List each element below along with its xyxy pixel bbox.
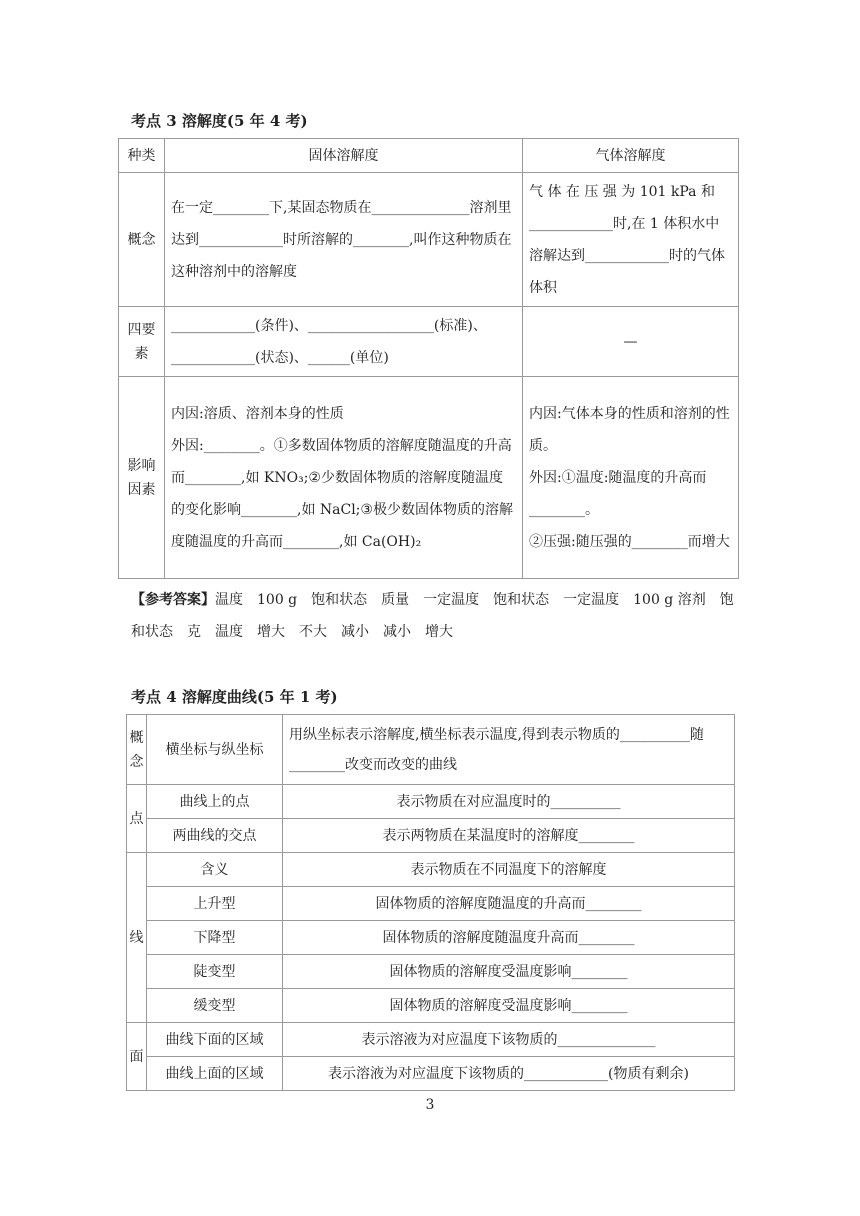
answer-key <box>131 584 741 648</box>
section4-heading: 考点 4 溶解度曲线(5 年 1 考) <box>131 688 338 706</box>
factors-row <box>119 377 739 579</box>
factors-solid: 内因:溶质、溶剂本身的性质 外因:________。①多数固体物质的溶解度随温度的升高而________,如 KNO₃;②少数固体物质的溶解度随温度的变化影响________,如 NaCl;③极少数固体物质的溶解度随温度的升高而________,如 Ca(OH)₂ <box>165 377 523 579</box>
solubility-table <box>118 138 739 579</box>
header-solid: 固体溶解度 <box>165 139 523 173</box>
line-row-3 <box>127 921 735 955</box>
area-label-1: 曲线下面的区域 <box>147 1023 283 1057</box>
elements-label <box>119 307 165 377</box>
header-gas: 气体溶解度 <box>523 139 739 173</box>
answer-text: 温度 100 g 饱和状态 质量 一定温度 饱和状态 一定温度 100 g 溶剂 饱和状态 克 温度 增大 不大 减小 减小 增大 <box>131 592 734 640</box>
line-row-5 <box>127 989 735 1023</box>
point-label-2: 两曲线的交点 <box>147 819 283 853</box>
group-concept-text: 概念 <box>129 729 144 770</box>
curve-concept-row <box>127 715 735 785</box>
area-label-2: 曲线上面的区域 <box>147 1057 283 1091</box>
factors-label-text: 影响因素 <box>127 457 156 498</box>
line-desc-5: 固体物质的溶解度受温度影响________ <box>283 989 735 1023</box>
point-desc-2: 表示两物质在某温度时的溶解度________ <box>283 819 735 853</box>
line-desc-1: 表示物质在不同温度下的溶解度 <box>283 853 735 887</box>
line-label-5: 缓变型 <box>147 989 283 1023</box>
elements-gas: — <box>523 307 739 377</box>
section3-heading: 考点 3 溶解度(5 年 4 考) <box>131 112 308 130</box>
line-row-2 <box>127 887 735 921</box>
concept-row <box>119 173 739 307</box>
elements-label-text: 四要素 <box>127 321 156 362</box>
point-row-1 <box>127 785 735 819</box>
line-desc-3: 固体物质的溶解度随温度升高而________ <box>283 921 735 955</box>
elements-solid: ____________(条件)、__________________(标准)、____________(状态)、______(单位) <box>165 307 523 377</box>
page-number: 3 <box>425 1097 435 1113</box>
line-label-2: 上升型 <box>147 887 283 921</box>
area-desc-2: 表示溶液为对应温度下该物质的____________(物质有剩余) <box>283 1057 735 1091</box>
area-row-1 <box>127 1023 735 1057</box>
point-desc-1: 表示物质在对应温度时的__________ <box>283 785 735 819</box>
point-label-1: 曲线上的点 <box>147 785 283 819</box>
factors-gas: 内因:气体本身的性质和溶剂的性质。 外因:①温度:随温度的升高而________。 ②压强:随压强的________而增大 <box>523 377 739 579</box>
area-row-2 <box>127 1057 735 1091</box>
concept-label: 概念 <box>119 173 165 307</box>
group-area: 面 <box>127 1023 147 1091</box>
line-label-1: 含义 <box>147 853 283 887</box>
line-label-4: 陡变型 <box>147 955 283 989</box>
line-row-4 <box>127 955 735 989</box>
group-point: 点 <box>127 785 147 853</box>
concept-gas: 气 体 在 压 强 为 101 kPa 和____________时,在 1 体积水中溶解达到____________时的气体体积 <box>523 173 739 307</box>
concept-axis-desc: 用纵坐标表示溶解度,横坐标表示温度,得到表示物质的__________随________改变而改变的曲线 <box>283 715 735 785</box>
answer-tag: 【参考答案】 <box>131 592 215 608</box>
point-row-2 <box>127 819 735 853</box>
factors-label <box>119 377 165 579</box>
line-desc-2: 固体物质的溶解度随温度的升高而________ <box>283 887 735 921</box>
group-line: 线 <box>127 853 147 1023</box>
line-label-3: 下降型 <box>147 921 283 955</box>
concept-axis-label: 横坐标与纵坐标 <box>147 715 283 785</box>
line-desc-4: 固体物质的溶解度受温度影响________ <box>283 955 735 989</box>
line-row-1 <box>127 853 735 887</box>
solubility-header-row <box>119 139 739 173</box>
group-concept <box>127 715 147 785</box>
curve-table <box>126 714 735 1091</box>
header-kind: 种类 <box>119 139 165 173</box>
area-desc-1: 表示溶液为对应温度下该物质的______________ <box>283 1023 735 1057</box>
concept-solid: 在一定________下,某固态物质在______________溶剂里达到____________时所溶解的________,叫作这种物质在这种溶剂中的溶解度 <box>165 173 523 307</box>
elements-row <box>119 307 739 377</box>
